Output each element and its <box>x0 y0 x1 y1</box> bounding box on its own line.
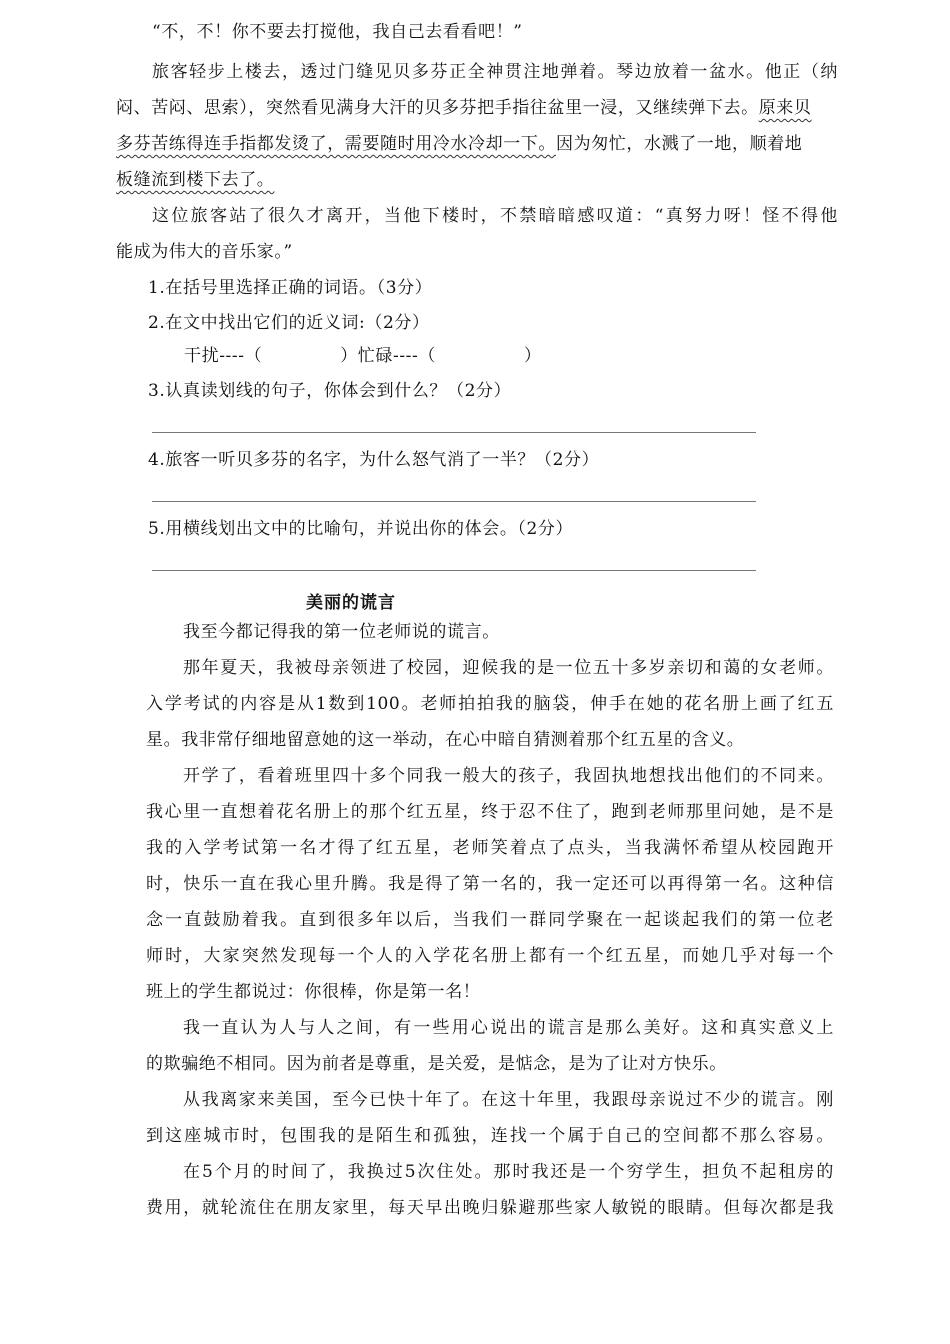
passage1-line-5 <box>116 170 838 190</box>
passage1-line-6: 这位旅客站了很久才离开，当他下楼时，不禁暗暗感叹道：“真努力呀！怪不得他 <box>152 206 838 226</box>
synonym-close-2: ） <box>523 346 542 366</box>
passage2-line-11: 班上的学生都说过：你很棒，你是第一名！ <box>146 982 481 1002</box>
underlined-sentence-end: 多芬苦练得连手指都发烫了，需要随时用冷水冷却一下。 <box>116 134 556 154</box>
answer-line-5[interactable] <box>152 570 756 571</box>
answer-line-4[interactable] <box>152 501 756 502</box>
passage1-line-3-text: 闷、苦闷、思索），突然看见满身大汗的贝多芬把手指往盆里一浸，又继续弹下去。 <box>116 98 759 118</box>
passage2-line-15: 到这座城市时，包围我的是陌生和孤独，连找一个属于自己的空间都不那么容易。 <box>146 1126 834 1146</box>
passage2-line-9: 念一直鼓励着我。直到很多年以后，当我们一群同学聚在一起谈起我们的第一位老 <box>146 910 834 930</box>
question-2: 2.在文中找出它们的近义词:（2分） <box>148 313 430 333</box>
passage2-line-4: 星。我非常仔细地留意她的这一举动，在心中暗自猜测着那个红五星的含义。 <box>146 730 745 750</box>
passage2-line-6: 我心里一直想着花名册上的那个红五星，终于忍不住了，跑到老师那里问她，是不是 <box>146 802 834 822</box>
passage2-title: 美丽的谎言 <box>306 593 396 613</box>
passage1-line-4-text: 因为匆忙，水溅了一地，顺着地 <box>556 134 803 154</box>
question-3: 3.认真读划线的句子，你体会到什么？（2分） <box>148 381 512 401</box>
passage2-line-17: 费用，就轮流住在朋友家里，每天早出晚归躲避那些家人敏锐的眼睛。但每次都是我 <box>146 1198 834 1218</box>
question-1: 1.在括号里选择正确的词语。（3分） <box>148 278 433 298</box>
passage2-line-12: 我一直认为人与人之间，有一些用心说出的谎言是那么美好。这和真实意义上 <box>183 1018 834 1038</box>
passage2-line-5: 开学了，看着班里四十多个同我一般大的孩子，我固执地想找出他们的不同来。 <box>183 766 834 786</box>
synonym-word-2: 忙碌----（ <box>357 346 436 366</box>
underlined-sentence-start: 原来贝 <box>758 98 812 118</box>
passage2-line-8: 时，快乐一直在我心里升腾。我是得了第一名的，我一定还可以再得第一名。这种信 <box>146 874 834 894</box>
passage2-line-3: 入学考试的内容是从1数到100。老师拍拍我的脑袋，伸手在她的花名册上画了红五 <box>146 694 834 714</box>
synonym-word-1: 干扰----（ <box>184 346 263 366</box>
passage1-line-7: 能成为伟大的音乐家。” <box>116 242 293 262</box>
synonym-close-1: ） <box>340 346 358 366</box>
passage2-line-10: 师时，大家突然发现每一个人的入学花名册上都有一个红五星，而她几乎对每一个 <box>146 946 834 966</box>
passage1-line-2: 旅客轻步上楼去，透过门缝见贝多芬正全神贯注地弹着。琴边放着一盆水。他正（纳 <box>152 62 838 82</box>
passage2-line-7: 我的入学考试第一名才得了红五星，老师笑着点了点头，当我满怀希望从校园跑开 <box>146 838 834 858</box>
question-4: 4.旅客一听贝多芬的名字，为什么怒气消了一半？（2分） <box>148 450 600 470</box>
passage2-line-2: 那年夏天，我被母亲领进了校园，迎候我的是一位五十多岁亲切和蔼的女老师。 <box>183 658 834 678</box>
question-5: 5.用横线划出文中的比喻句，并说出你的体会。（2分） <box>148 519 574 539</box>
passage2-line-16: 在5个月的时间了，我换过5次住处。那时我还是一个穷学生，担负不起租房的 <box>183 1162 834 1182</box>
passage1-line-1: “不，不！你不要去打搅他，我自己去看看吧！” <box>152 22 523 42</box>
answer-line-3[interactable] <box>152 432 756 433</box>
passage2-line-1: 我至今都记得我的第一位老师说的谎言。 <box>183 622 500 642</box>
underlined-fragment: 板缝流到楼下去了。 <box>116 170 275 190</box>
passage2-line-13: 的欺骗绝不相同。因为前者是尊重，是关爱，是惦念，是为了让对方快乐。 <box>146 1054 727 1074</box>
passage2-line-14: 从我离家来美国，至今已快十年了。在这十年里，我跟母亲说过不少的谎言。刚 <box>183 1090 834 1110</box>
passage1-line-4 <box>116 134 838 154</box>
question-2-synonyms <box>184 346 542 366</box>
passage1-line-3 <box>116 98 838 118</box>
